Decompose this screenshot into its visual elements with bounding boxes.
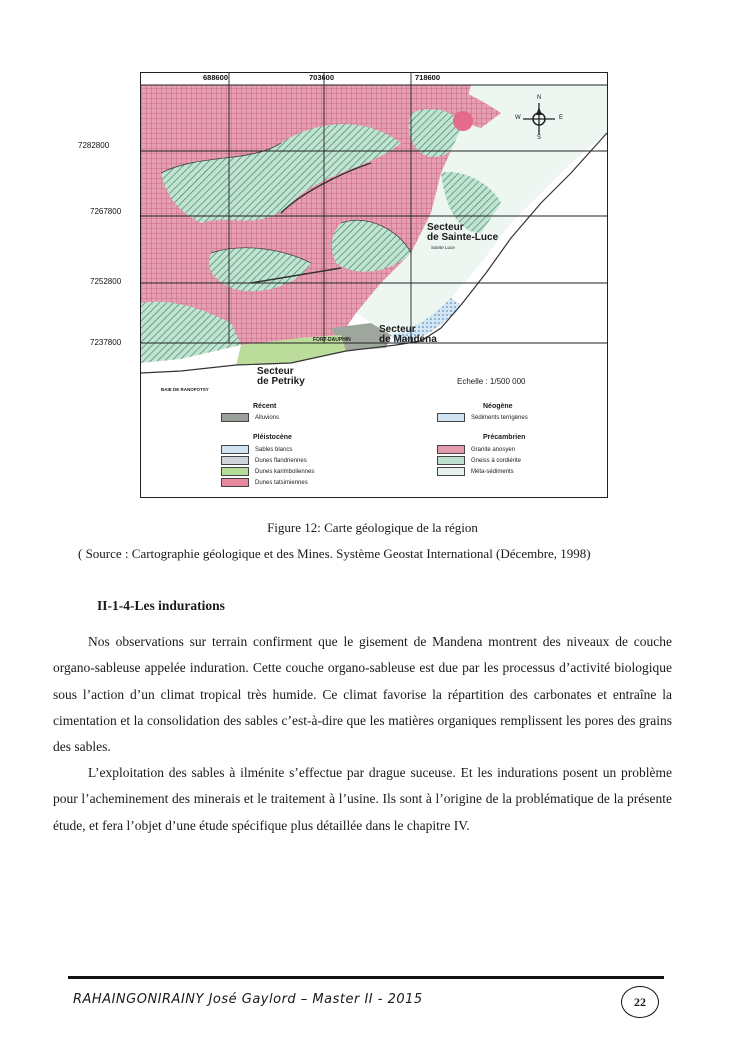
page-number: 22 (621, 986, 659, 1018)
legend-swatch (221, 413, 249, 422)
y-tick: 7267800 (90, 207, 122, 216)
legend-swatch (221, 467, 249, 476)
compass-east: E (559, 115, 564, 121)
legend-neogene-title: Néogène (483, 403, 513, 410)
paragraph: L’exploitation des sables à ilménite s’effectue par drague suceuse. Et les indurations posent un problème pour l’acheminement des minerais et le traitement à l’usine. Ils sont à l’origine de la problématique de la présente étude, et fera l’objet d’une étude spécifique plus détaillée dans le chapitre IV. (53, 765, 672, 833)
label-petriky: Secteur de Petriky (257, 366, 305, 387)
legend-precambrien-title: Précambrien (483, 434, 526, 441)
y-tick: 7237800 (90, 338, 122, 347)
x-tick: 718600 (415, 73, 441, 82)
y-tick: 7282800 (78, 141, 110, 150)
legend-swatch (221, 456, 249, 465)
y-tick: 7252800 (90, 277, 122, 286)
legend-item: Méta-sédiments (437, 467, 514, 476)
scale-label: Echelle : 1/500 000 (457, 377, 526, 386)
label-fort-dauphin: FORT-DAUPHIN (313, 337, 351, 343)
figure-source: ( Source : Cartographie géologique et des Mines. Système Geostat International (Décembre, 1998) (78, 546, 591, 561)
legend-swatch (437, 413, 465, 422)
legend-recent-title: Récent (253, 403, 277, 410)
legend-item: Dunes karimboliennes (221, 467, 314, 476)
label-sainte-luce: Secteur de Sainte-Luce (427, 222, 499, 243)
compass-west: W (515, 115, 521, 121)
legend-item: Sables blancs (221, 445, 292, 454)
x-tick: 703600 (309, 73, 335, 82)
legend-swatch (437, 445, 465, 454)
legend-swatch (437, 467, 465, 476)
legend-pleistocene-title: Pléistocène (253, 434, 292, 441)
figure-caption: Figure 12: Carte géologique de la région (267, 520, 478, 535)
legend-item: Dunes tatsimiennes (221, 478, 308, 487)
footer-divider (68, 976, 664, 979)
legend-item: Gneiss à cordiérite (437, 456, 521, 465)
x-tick: 688600 (203, 73, 229, 82)
legend-item: Dunes flandriennes (221, 456, 307, 465)
legend (221, 403, 601, 493)
section-heading: II-1-4-Les indurations (97, 598, 225, 613)
legend-item: Alluvions (221, 413, 279, 422)
legend-swatch (221, 445, 249, 454)
compass-south: S (537, 135, 542, 141)
legend-swatch (437, 456, 465, 465)
legend-swatch (221, 478, 249, 487)
legend-item: Sédiments terrigènes (437, 413, 528, 422)
label-mandena: Secteur de Mandena (379, 324, 437, 345)
compass-north: N (537, 95, 542, 101)
label-sainte-luce-small: Sainte Luce (431, 245, 455, 250)
label-baie: BAIE DE RANOFOTSY (161, 387, 209, 392)
legend-item: Granite anosyen (437, 445, 515, 454)
paragraph: Nos observations sur terrain confirment que le gisement de Mandena montrent des niveaux de couche organo-sableuse appelée induration. Cette couche organo-sableuse est due par les processus d’activité biologique sous l’action d’un climat tropical très humide. Ce climat favorise la répartition des carbonates et entraîne la cimentation et la consolidation des sables c’est-à-dire que les matières organiques remplissent les pores des grains des sables. (53, 634, 672, 755)
footer-author: RAHAINGONIRAINY José Gaylord – Master II - 2015 (73, 992, 423, 1007)
geological-map (140, 72, 608, 498)
